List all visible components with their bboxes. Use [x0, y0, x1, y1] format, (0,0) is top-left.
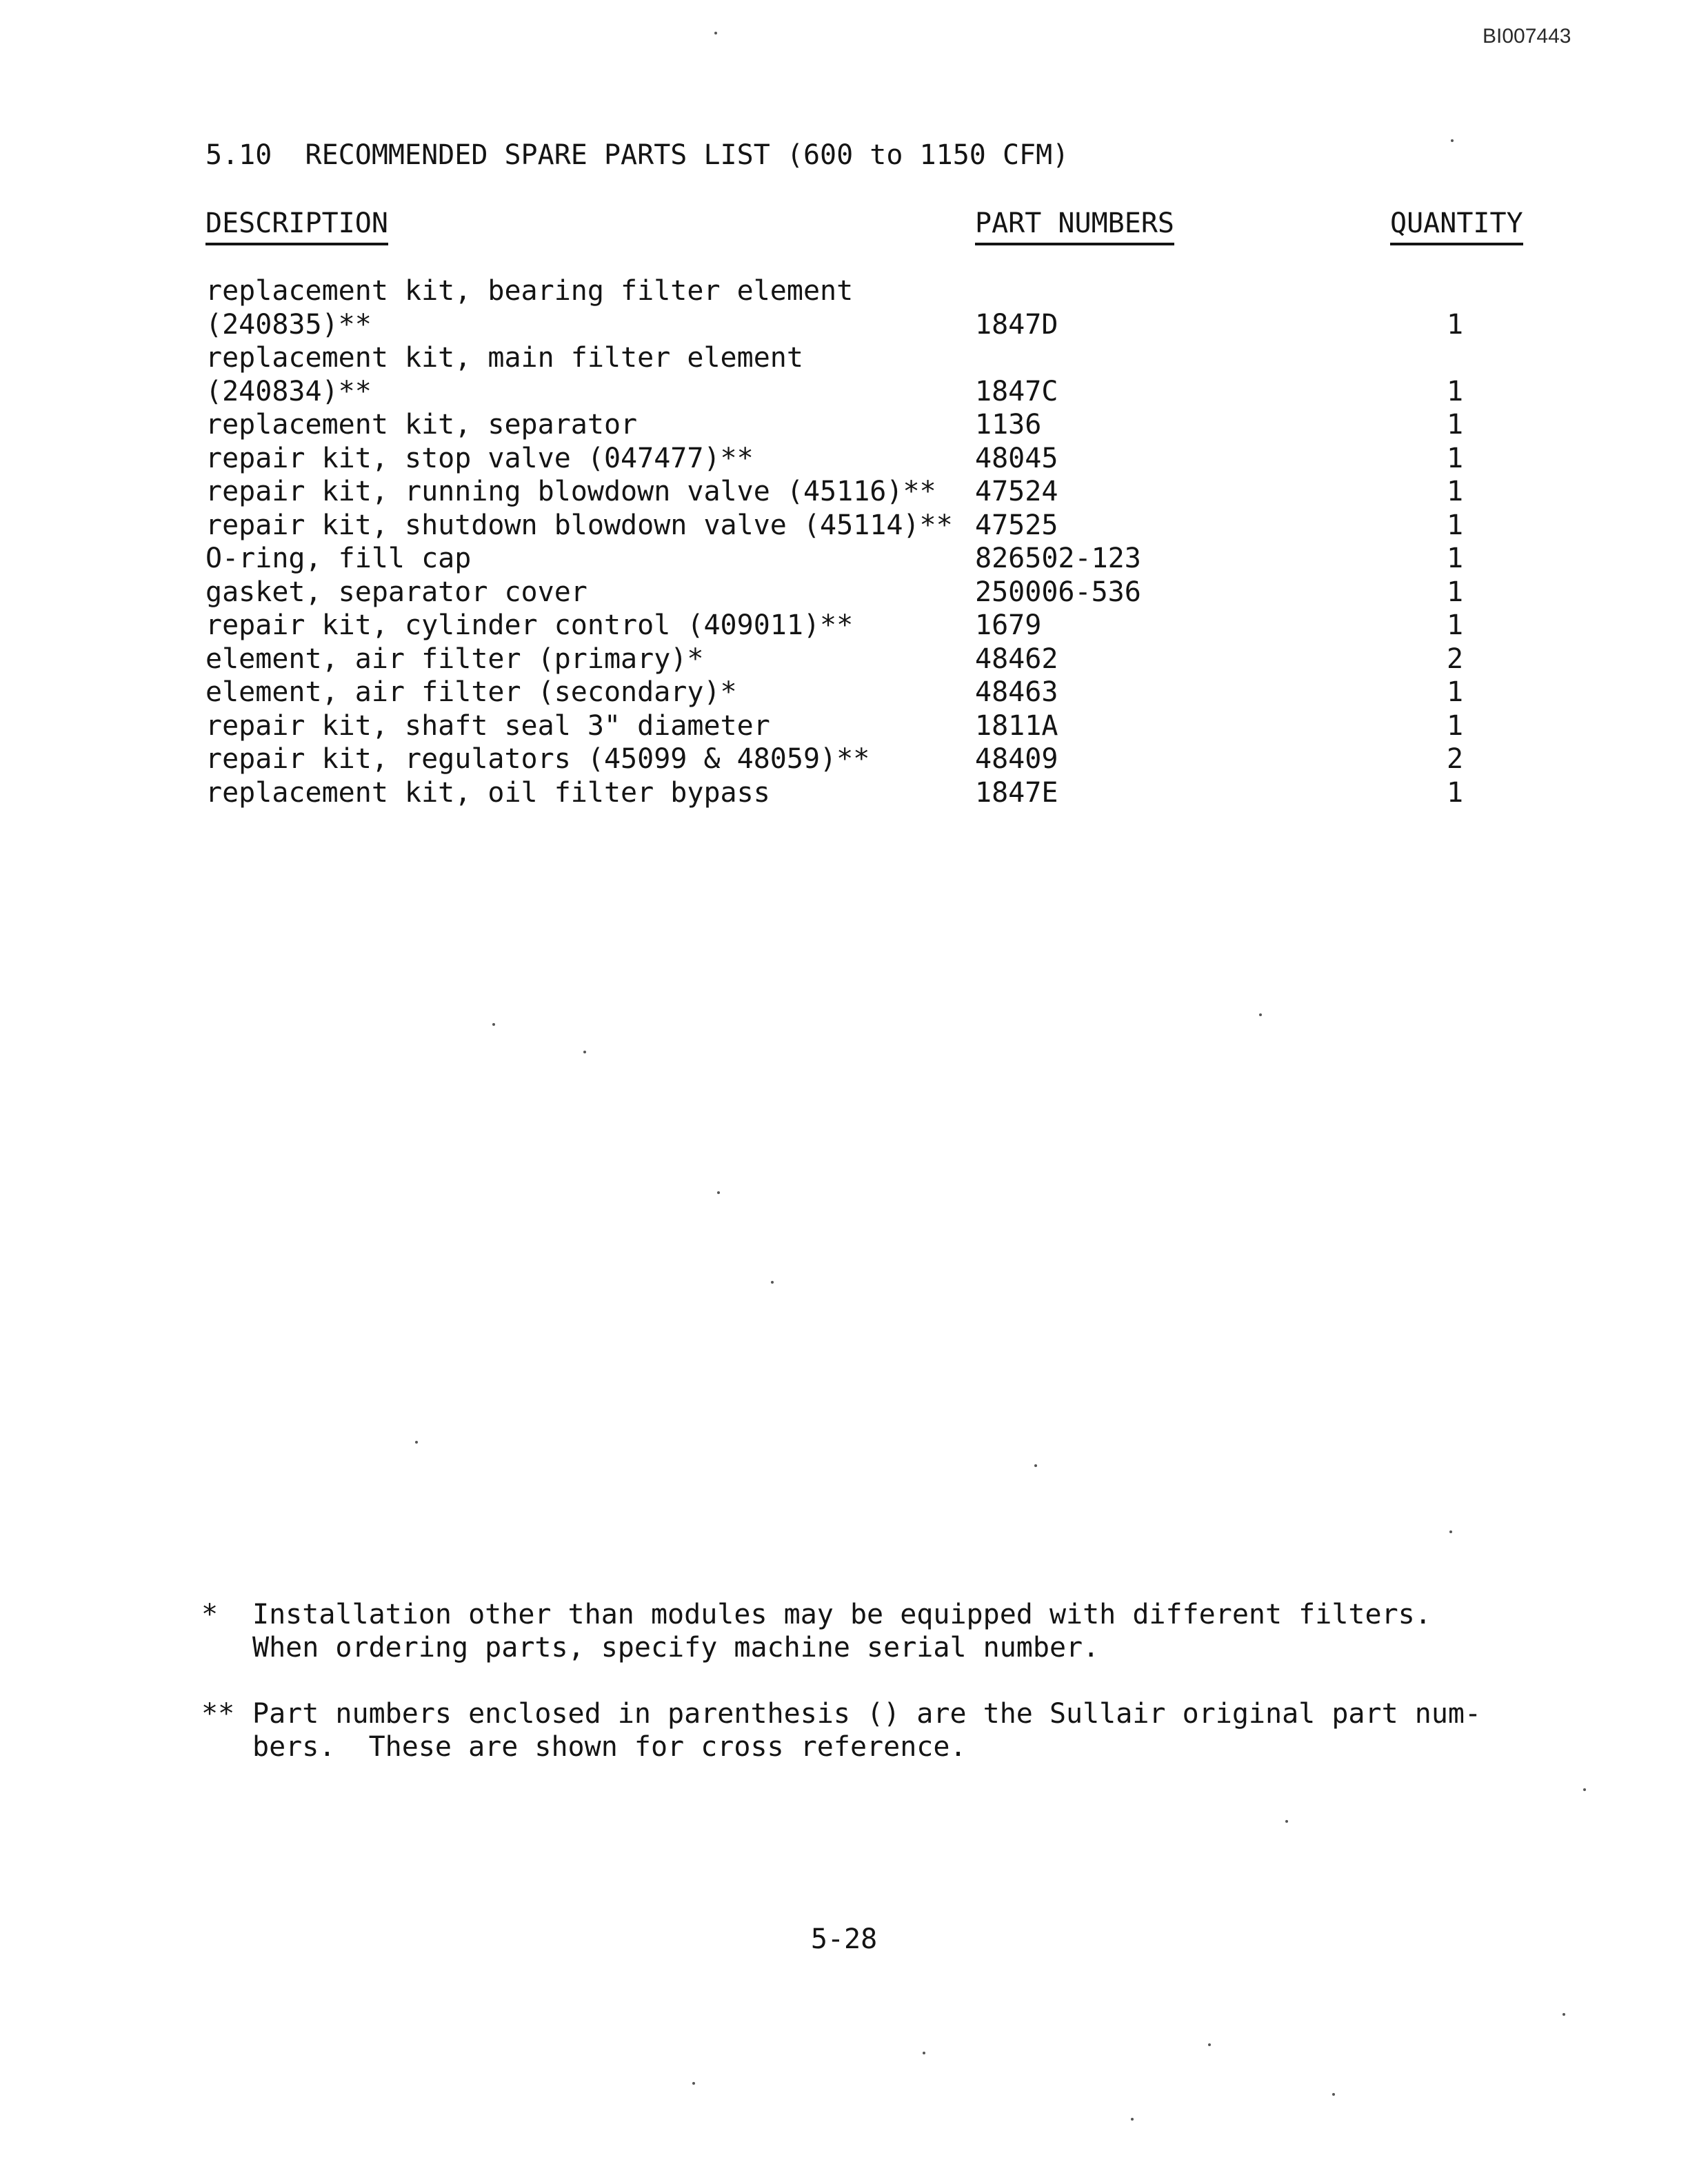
- table-row: [205, 609, 1488, 643]
- scan-speck: [415, 1441, 418, 1444]
- quantity-cell: 1: [1447, 543, 1464, 574]
- quantity-cell: 1: [1447, 308, 1464, 341]
- table-row: [205, 542, 1488, 576]
- part-number-cell: 47525: [975, 509, 1058, 541]
- description-cell: repair kit, cylinder control (409011)**: [205, 609, 854, 641]
- footnote-text: Installation other than modules may be equipped with different filters. When ordering parts, specify machine serial number.: [252, 1599, 1431, 1664]
- scan-speck: [1583, 1788, 1586, 1791]
- description-cell: repair kit, shaft seal 3" diameter: [205, 709, 770, 742]
- scan-speck: [1563, 2013, 1565, 2016]
- scan-speck: [717, 1191, 720, 1194]
- section-title: 5.10 RECOMMENDED SPARE PARTS LIST (600 to 1150 CFM): [205, 139, 1069, 171]
- footnote-marker: **: [201, 1698, 235, 1730]
- quantity-cell: 1: [1447, 375, 1464, 407]
- table-row: [205, 776, 1488, 810]
- part-number-cell: 48409: [975, 743, 1058, 775]
- description-cell: element, air filter (secondary)*: [205, 676, 737, 708]
- quantity-cell: 1: [1447, 409, 1464, 441]
- scan-speck: [583, 1051, 586, 1053]
- footnotes: [201, 1598, 1511, 1797]
- quantity-cell: 1: [1447, 442, 1464, 474]
- scan-speck: [923, 2052, 925, 2054]
- part-number-cell: 47524: [975, 476, 1058, 507]
- description-cell: (240834)**: [205, 375, 372, 407]
- part-number-cell: 1679: [975, 609, 1042, 641]
- table-row: [205, 676, 1488, 709]
- table-row: [205, 576, 1488, 609]
- spare-parts-table: [205, 274, 1488, 809]
- quantity-cell: 1: [1447, 609, 1464, 641]
- description-cell: O-ring, fill cap: [205, 543, 472, 574]
- scan-speck: [1131, 2118, 1134, 2121]
- table-row: [205, 308, 1488, 342]
- footnote-marker: *: [201, 1599, 219, 1630]
- table-row: [205, 709, 1488, 743]
- part-number-cell: 826502-123: [975, 543, 1141, 574]
- part-number-cell: 1847D: [975, 308, 1058, 341]
- scan-speck: [1332, 2093, 1335, 2096]
- quantity-cell: 1: [1447, 709, 1464, 742]
- description-cell: replacement kit, main filter element: [205, 342, 803, 374]
- footnote: [201, 1598, 1511, 1664]
- scan-speck: [1034, 1464, 1037, 1467]
- part-number-cell: 1847E: [975, 776, 1058, 809]
- scan-speck: [1259, 1013, 1262, 1016]
- document-id: BI007443: [1483, 25, 1571, 48]
- table-row: [205, 274, 1488, 308]
- description-cell: repair kit, shutdown blowdown valve (45114)**: [205, 509, 953, 541]
- scan-speck: [1285, 1820, 1288, 1823]
- scan-speck: [1449, 1530, 1452, 1533]
- quantity-cell: 1: [1447, 509, 1464, 541]
- part-number-cell: 1811A: [975, 709, 1058, 742]
- column-header-description: DESCRIPTION: [205, 207, 388, 245]
- part-number-cell: 48462: [975, 643, 1058, 675]
- footnote: [201, 1697, 1511, 1763]
- quantity-cell: 2: [1447, 643, 1464, 675]
- part-number-cell: 1136: [975, 409, 1042, 441]
- description-cell: gasket, separator cover: [205, 576, 587, 608]
- table-row: [205, 643, 1488, 676]
- quantity-cell: 1: [1447, 576, 1464, 608]
- table-row: [205, 442, 1488, 476]
- description-cell: repair kit, running blowdown valve (45116)**: [205, 476, 936, 507]
- footnote-text: Part numbers enclosed in parenthesis () are the Sullair original part num- bers. These are shown for cross reference.: [252, 1698, 1482, 1763]
- description-cell: element, air filter (primary)*: [205, 643, 704, 675]
- table-row: [205, 475, 1488, 509]
- part-number-cell: 48045: [975, 442, 1058, 474]
- table-row: [205, 742, 1488, 776]
- table-row: [205, 408, 1488, 442]
- scan-speck: [1208, 2043, 1211, 2046]
- description-cell: replacement kit, separator: [205, 409, 638, 441]
- quantity-cell: 1: [1447, 476, 1464, 507]
- description-cell: replacement kit, oil filter bypass: [205, 776, 770, 809]
- part-number-cell: 250006-536: [975, 576, 1141, 608]
- table-row: [205, 375, 1488, 409]
- part-number-cell: 1847C: [975, 375, 1058, 407]
- description-cell: replacement kit, bearing filter element: [205, 275, 854, 307]
- part-number-cell: 48463: [975, 676, 1058, 708]
- description-cell: (240835)**: [205, 308, 372, 341]
- quantity-cell: 2: [1447, 743, 1464, 775]
- page-number: 5-28: [810, 1923, 878, 1955]
- table-row: [205, 341, 1488, 375]
- quantity-cell: 1: [1447, 776, 1464, 809]
- scan-speck: [714, 32, 717, 34]
- scan-speck: [692, 2082, 695, 2085]
- column-header-quantity: QUANTITY: [1390, 207, 1523, 245]
- description-cell: repair kit, regulators (45099 & 48059)**: [205, 743, 870, 775]
- description-cell: repair kit, stop valve (047477)**: [205, 442, 754, 474]
- quantity-cell: 1: [1447, 676, 1464, 708]
- scan-speck: [771, 1281, 774, 1284]
- table-row: [205, 509, 1488, 543]
- scan-speck: [492, 1023, 495, 1026]
- column-header-part-numbers: PART NUMBERS: [975, 207, 1174, 245]
- scan-speck: [1451, 139, 1454, 142]
